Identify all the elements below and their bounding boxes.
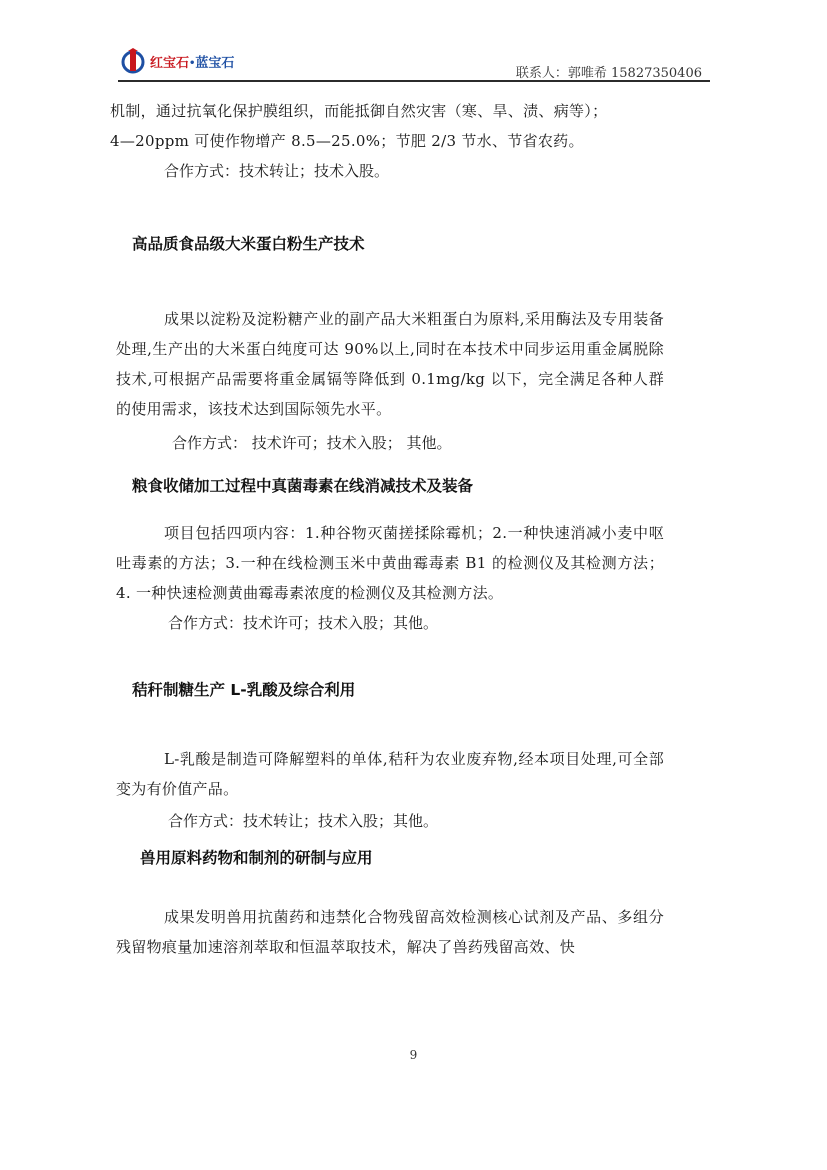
section-title-rice-protein: 高品质食品级大米蛋白粉生产技术 <box>132 235 365 253</box>
section-body-veterinary-drugs: 成果发明兽用抗菌药和违禁化合物残留高效检测核心试剂及产品、多组分残留物痕量加速溶剂萃取和恒温萃取技术，解决了兽药残留高效、快 <box>116 908 664 956</box>
section-body-rice-protein: 成果以淀粉及淀粉糖产业的副产品大米粗蛋白为原料,采用酶法及专用装备处理,生产出的大米蛋白纯度可达 90%以上,同时在本技术中同步运用重金属脱除技术,可根据产品需要将重金属镉等降低到 0.1mg/kg 以下，完全满足各种人群的使用需求，该技术达到国际领先水平。 <box>116 310 664 418</box>
document-body <box>110 96 664 962</box>
logo-separator: • <box>189 57 196 69</box>
section-cooperation-rice-protein: 合作方式： 技术许可；技术入股； 其他。 <box>172 434 452 452</box>
section-body-lactic-acid: L-乳酸是制造可降解塑料的单体,秸秆为农业废弃物,经本项目处理,可全部变为有价值产品。 <box>116 750 664 798</box>
page-header <box>118 44 710 82</box>
intro-line-2: 4—20ppm 可使作物增产 8.5—25.0%；节肥 2/3 节水、节省农药。 <box>110 132 584 150</box>
section-cooperation-mycotoxin: 合作方式：技术许可；技术入股；其他。 <box>168 614 439 632</box>
section-title-veterinary-drugs: 兽用原料药物和制剂的研制与应用 <box>140 849 373 867</box>
section-title-mycotoxin: 粮食收储加工过程中真菌毒素在线消减技术及装备 <box>132 477 474 495</box>
company-logo <box>120 48 234 74</box>
intro-line-1: 机制，通过抗氧化保护膜组织，而能抵御自然灾害（寒、旱、渍、病等）； <box>110 102 608 120</box>
logo-text-red: 红宝石 <box>150 55 190 71</box>
intro-cooperation: 合作方式：技术转让；技术入股。 <box>164 162 390 180</box>
logo-text-blue: 蓝宝石 <box>195 55 235 71</box>
section-cooperation-lactic-acid: 合作方式：技术转让；技术入股；其他。 <box>168 812 439 830</box>
logo-mark-icon <box>120 48 146 74</box>
contact-info: 联系人：郭唯希 15827350406 <box>515 66 702 81</box>
section-title-lactic-acid: 秸秆制糖生产 L-乳酸及综合利用 <box>132 681 356 699</box>
page-number: 9 <box>409 1048 418 1062</box>
section-body-mycotoxin: 项目包括四项内容：1.种谷物灭菌搓揉除霉机；2.一种快速消减小麦中呕吐毒素的方法；3.一种在线检测玉米中黄曲霉毒素 B1 的检测仪及其检测方法；4. 一种快速检测黄曲霉毒素浓度的检测仪及其检测方法。 <box>116 524 664 602</box>
header-divider <box>118 80 710 82</box>
